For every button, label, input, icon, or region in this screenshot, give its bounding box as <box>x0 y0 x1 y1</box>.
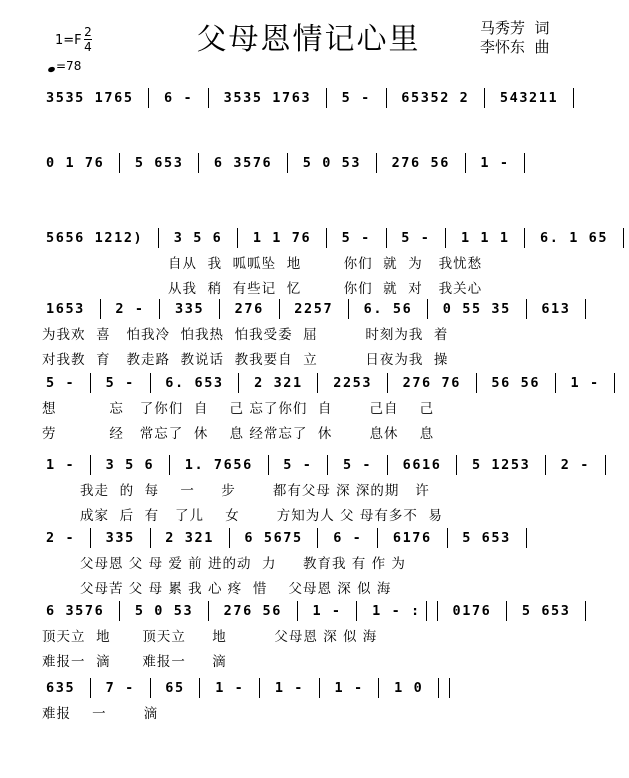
lyric-line: 我走 的 每 一 步 都有父母 深 深的期 许 <box>80 483 430 499</box>
lyric-line: 父母苦 父 母 累 我 心 疼 惜 父母恩 深 似 海 <box>80 581 392 597</box>
lyric-line: 劳 经 常忘了 休 息 经常忘了 休 息休 息 <box>42 426 435 442</box>
tempo-value: =78 <box>56 59 82 73</box>
lyric-line: 为我欢 喜 怕我冷 怕我热 怕我受委 屈 时刻为我 着 <box>42 327 449 343</box>
time-signature <box>84 26 92 53</box>
lyric-line: 难报 一 滴 <box>42 706 159 722</box>
lyricist-credit: 马秀芳 词 <box>480 19 550 37</box>
lyric-line: 想 忘 了你们 自 己 忘了你们 自 己自 己 <box>42 401 435 417</box>
lyric-line: 成家 后 有 了儿 女 方知为人 父 母有多不 易 <box>80 508 443 524</box>
notation-line: 3535 1765 6 - 3535 1763 5 - 65352 2 543211 <box>46 85 559 111</box>
meter-bottom: 4 <box>84 40 92 54</box>
notation-line: 635 7 - 65 1 - 1 - 1 - 1 0 <box>46 675 559 701</box>
meter-top: 2 <box>84 25 92 39</box>
notation-line: 5656 1212) 3 5 6 1 1 76 5 - 5 - 1 1 1 6. 1 65 <box>46 225 559 251</box>
lyric-line: 自从 我 呱呱坠 地 你们 就 为 我忧愁 <box>168 256 483 272</box>
notation-line: 5 - 5 - 6. 653 2 321 2253 276 76 56 56 1 - <box>46 370 559 396</box>
lyric-line: 顶天立 地 顶天立 地 父母恩 深 似 海 <box>42 629 378 645</box>
lyric-line: 父母恩 父 母 爱 前 进的动 力 教育我 有 作 为 <box>80 556 406 572</box>
lyric-line: 难报一 滴 难报一 滴 <box>42 654 227 670</box>
notation-line: 1 - 3 5 6 1. 7656 5 - 5 - 6616 5 1253 2 - <box>46 452 559 478</box>
key-signature: 1=F <box>55 33 82 48</box>
notation-line: 2 - 335 2 321 6 5675 6 - 6176 5 653 <box>46 525 559 551</box>
notation-line: 0 1 76 5 653 6 3576 5 0 53 276 56 1 - <box>46 150 559 176</box>
composer-credit: 李怀东 曲 <box>480 38 550 56</box>
song-title: 父母恩情记心里 <box>196 22 421 57</box>
lyric-line: 对我教 育 教走路 教说话 教我要自 立 日夜为我 操 <box>42 352 449 368</box>
lyric-line: 从我 稍 有些记 忆 你们 就 对 我关心 <box>168 281 483 297</box>
notation-line: 6 3576 5 0 53 276 56 1 - 1 - : 0176 5 653 <box>46 598 559 624</box>
notation-line: 1653 2 - 335 276 2257 6. 56 0 55 35 613 <box>46 296 559 322</box>
tempo-mark <box>48 59 81 73</box>
quarter-note-icon <box>47 66 55 73</box>
